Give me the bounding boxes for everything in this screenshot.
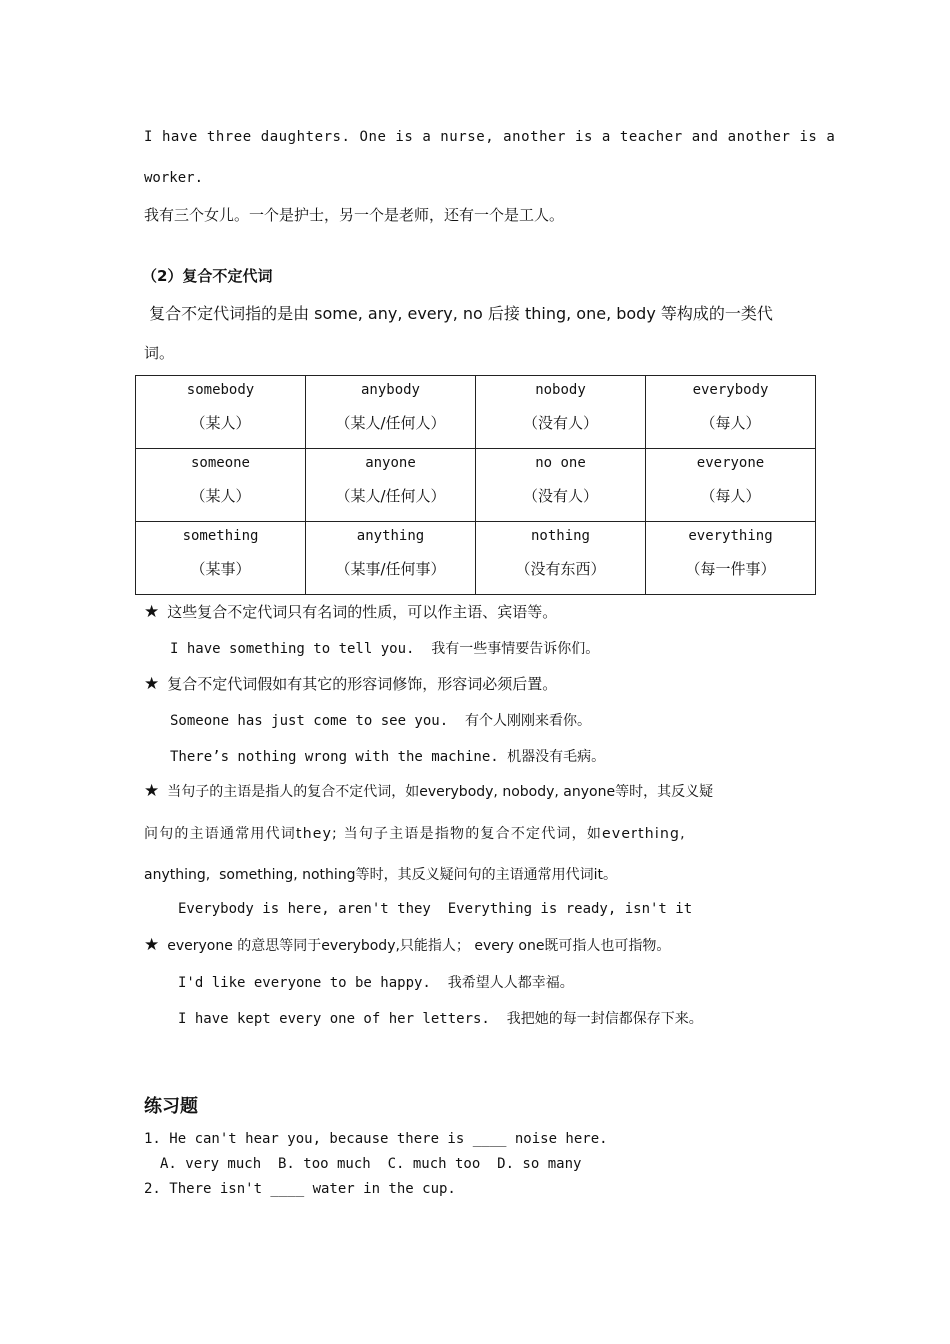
exercises-title: 练习题	[144, 1096, 198, 1117]
table-cell	[306, 449, 476, 522]
rule-4-example-1: I'd like everyone to be happy. 我希望人人都幸福。	[178, 975, 574, 991]
cell-meaning: （某人）	[190, 414, 251, 432]
cell-meaning: （每一件事）	[685, 560, 776, 578]
table-cell	[306, 522, 476, 595]
definition-line1: 复合不定代词指的是由 some, any, every, no 后接 thing, one, body 等构成的一类代	[144, 304, 773, 323]
star-icon: ★	[144, 781, 160, 801]
cell-word: anybody	[360, 382, 420, 398]
table-cell	[476, 522, 646, 595]
table-cell	[646, 522, 816, 595]
table-cell	[136, 449, 306, 522]
section-heading: （2）复合不定代词	[142, 267, 273, 285]
cell-word: anyone	[365, 455, 416, 471]
cell-word: everyone	[696, 455, 765, 471]
cell-word: nobody	[535, 382, 586, 398]
cell-meaning: （没有东西）	[515, 560, 606, 578]
intro-sentence-text: I have three daughters. One is a nurse, another is a teacher and another is a	[144, 129, 836, 145]
star-icon: ★	[144, 935, 160, 955]
table-row	[136, 376, 816, 449]
exercise-question-1: 1. He can't hear you, because there is ____ noise here.	[144, 1131, 608, 1147]
table-cell	[136, 522, 306, 595]
cell-meaning: （没有人）	[522, 414, 598, 432]
table-cell	[646, 449, 816, 522]
cell-word: something	[182, 528, 259, 544]
rule-2-text: 复合不定代词假如有其它的形容词修饰，形容词必须后置。	[167, 675, 558, 693]
rule-3-line2: 问句的主语通常用代词they; 当句子主语是指物的复合不定代词，如everthing,	[144, 826, 686, 842]
rule-2-example-1: Someone has just come to see you. 有个人刚刚来看你。	[170, 713, 592, 729]
compound-pronoun-table	[135, 375, 816, 595]
cell-word: anything	[356, 528, 425, 544]
cell-meaning: （某事）	[190, 560, 251, 578]
rule-1-text: 这些复合不定代词只有名词的性质，可以作主语、宾语等。	[167, 603, 558, 621]
intro-translation: 我有三个女儿。一个是护士，另一个是老师，还有一个是工人。	[144, 206, 565, 224]
cell-meaning: （每人）	[700, 414, 761, 432]
table-row	[136, 449, 816, 522]
star-icon: ★	[144, 674, 160, 694]
exercise-question-2: 2. There isn't ____ water in the cup.	[144, 1181, 456, 1197]
cell-meaning: （每人）	[700, 487, 761, 505]
table-cell	[646, 376, 816, 449]
cell-meaning: （某人/任何人）	[335, 487, 446, 505]
intro-sentence-line2: worker.	[144, 170, 204, 186]
table-cell	[476, 449, 646, 522]
cell-meaning: （某人）	[190, 487, 251, 505]
star-icon: ★	[144, 602, 160, 622]
table-cell	[136, 376, 306, 449]
cell-meaning: （某人/任何人）	[335, 414, 446, 432]
definition-line2: 词。	[144, 344, 175, 362]
cell-word: no one	[535, 455, 586, 471]
table-cell	[306, 376, 476, 449]
rule-2	[144, 673, 557, 694]
rule-1	[144, 601, 557, 622]
rule-4-example-2: I have kept every one of her letters. 我把她的每一封信都保存下来。	[178, 1011, 703, 1027]
cell-word: everything	[688, 528, 773, 544]
rule-3-example: Everybody is here, aren't they Everything is ready, isn't it	[178, 901, 693, 917]
intro-sentence-line1	[144, 129, 836, 145]
cell-word: someone	[190, 455, 250, 471]
cell-word: somebody	[186, 382, 255, 398]
cell-meaning: （某事/任何事）	[335, 560, 446, 578]
rule-4-text: everyone 的意思等同于everybody,只能指人； every one既可指人也可指物。	[167, 938, 671, 954]
cell-word: everybody	[692, 382, 769, 398]
rule-3-text-1: 当句子的主语是指人的复合不定代词，如everybody, nobody, anyone等时，其反义疑	[167, 784, 714, 800]
rule-2-example-2: There’s nothing wrong with the machine. 机器没有毛病。	[170, 749, 606, 765]
rule-4	[144, 935, 670, 955]
exercise-question-1-options: A. very much B. too much C. much too D. so many	[160, 1156, 582, 1172]
cell-word: nothing	[530, 528, 590, 544]
rule-3-line1	[144, 781, 713, 801]
table-cell	[476, 376, 646, 449]
cell-meaning: （没有人）	[522, 487, 598, 505]
rule-3-line3: anything, something, nothing等时，其反义疑问句的主语通常用代词it。	[144, 867, 617, 883]
table-row	[136, 522, 816, 595]
rule-1-example: I have something to tell you. 我有一些事情要告诉你们。	[170, 641, 600, 657]
